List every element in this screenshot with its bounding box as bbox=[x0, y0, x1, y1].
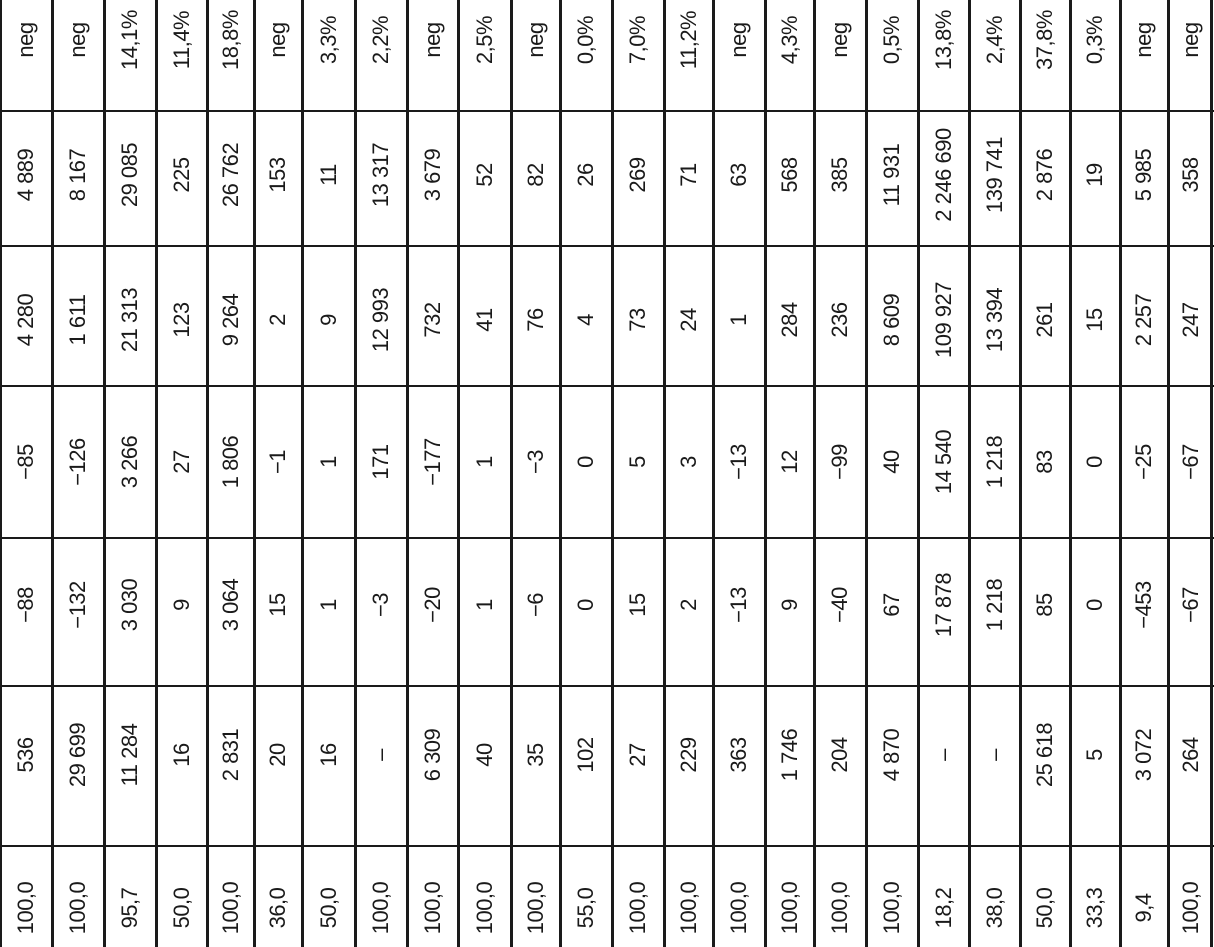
table-cell: 40 bbox=[471, 743, 497, 767]
column-divider bbox=[51, 0, 54, 947]
table-cell: 11 bbox=[315, 164, 341, 186]
table-cell: 18,2 bbox=[930, 887, 956, 929]
table-cell: 55,0 bbox=[573, 887, 598, 929]
table-cell: −177 bbox=[419, 438, 445, 486]
table-cell: 5 bbox=[625, 456, 650, 468]
table-cell: 284 bbox=[776, 302, 802, 338]
column-divider bbox=[253, 0, 256, 947]
table-cell: 236 bbox=[827, 302, 852, 338]
table-cell: 3 064 bbox=[217, 578, 243, 632]
table-cell: 100,0 bbox=[368, 881, 393, 935]
row-divider bbox=[0, 685, 1214, 687]
table-cell: 17 878 bbox=[930, 572, 956, 638]
table-cell: −3 bbox=[522, 449, 548, 475]
table-cell: 7,0% bbox=[625, 15, 650, 65]
table-cell: 15 bbox=[265, 593, 290, 617]
table-cell: −25 bbox=[1131, 444, 1156, 480]
table-cell: 100,0 bbox=[879, 881, 904, 935]
table-cell: 1 218 bbox=[981, 435, 1007, 489]
table-cell: 20 bbox=[265, 743, 290, 767]
column-divider bbox=[1119, 0, 1122, 947]
table-cell: 85 bbox=[1032, 593, 1057, 617]
table-cell: 100,0 bbox=[419, 881, 445, 935]
table-cell: 123 bbox=[168, 302, 194, 338]
table-cell: 264 bbox=[1178, 737, 1203, 773]
table-cell: 100,0 bbox=[217, 881, 243, 935]
table-cell: −3 bbox=[368, 592, 393, 618]
table-cell: 9 bbox=[168, 599, 194, 611]
table-cell: 732 bbox=[419, 302, 445, 338]
row-divider bbox=[0, 245, 1214, 247]
table-cell: 27 bbox=[168, 450, 194, 474]
column-divider bbox=[457, 0, 460, 947]
table-cell: 1 bbox=[471, 456, 497, 468]
table-cell: 4,3% bbox=[776, 15, 802, 65]
table-cell: 9 bbox=[776, 599, 802, 611]
table-cell: 12 993 bbox=[368, 287, 393, 353]
table-cell: 2,5% bbox=[471, 15, 497, 65]
table-cell: 25 618 bbox=[1032, 722, 1057, 788]
table-cell: −20 bbox=[419, 587, 445, 623]
table-cell: −126 bbox=[65, 438, 90, 486]
table-cell: 35 bbox=[522, 743, 548, 767]
table-cell: 4 870 bbox=[879, 728, 904, 782]
table-cell: 83 bbox=[1032, 450, 1057, 474]
table-cell: 50,0 bbox=[168, 887, 194, 929]
table-cell: 3 679 bbox=[419, 148, 445, 202]
table-cell: 0,0% bbox=[573, 15, 598, 65]
table-cell: 50,0 bbox=[1032, 887, 1057, 929]
column-divider bbox=[155, 0, 158, 947]
table-cell: 100,0 bbox=[675, 881, 701, 935]
table-cell: −67 bbox=[1178, 587, 1203, 623]
table-cell: 1 bbox=[315, 599, 341, 611]
table-cell: 363 bbox=[726, 737, 751, 773]
table-cell: 71 bbox=[675, 163, 701, 187]
table-cell: 76 bbox=[522, 308, 548, 332]
table-cell: 52 bbox=[471, 163, 497, 187]
table-cell: 14,1% bbox=[117, 10, 142, 70]
table-cell: 261 bbox=[1032, 302, 1057, 338]
table-cell: 2 831 bbox=[217, 728, 243, 782]
table-cell: 33,3 bbox=[1082, 887, 1107, 929]
table-cell: −85 bbox=[13, 444, 38, 480]
table-cell: 109 927 bbox=[930, 281, 956, 359]
column-divider bbox=[301, 0, 304, 947]
column-divider bbox=[1069, 0, 1072, 947]
table-cell: 41 bbox=[471, 308, 497, 332]
column-divider bbox=[813, 0, 816, 947]
column-divider bbox=[1210, 0, 1213, 947]
table-cell: 12 bbox=[776, 450, 802, 474]
column-divider bbox=[406, 0, 409, 947]
table-cell: 1 806 bbox=[217, 435, 243, 489]
table-cell: 8 167 bbox=[65, 148, 90, 202]
table-cell: 11,4% bbox=[168, 10, 194, 70]
table-cell: 1 746 bbox=[776, 728, 802, 782]
column-divider bbox=[206, 0, 209, 947]
column-divider bbox=[663, 0, 666, 947]
table-cell: −88 bbox=[13, 587, 38, 623]
row-divider bbox=[0, 537, 1214, 539]
table-cell: 100,0 bbox=[522, 881, 548, 935]
column-divider bbox=[611, 0, 614, 947]
table-cell: 73 bbox=[625, 308, 650, 332]
table-cell: – bbox=[930, 749, 956, 761]
table-cell: 568 bbox=[776, 157, 802, 193]
table-cell: 1 218 bbox=[981, 578, 1007, 632]
table-cell: 63 bbox=[726, 163, 751, 187]
table-cell: 5 985 bbox=[1131, 148, 1156, 202]
table-cell: 0 bbox=[1082, 456, 1107, 468]
table-cell: −453 bbox=[1131, 581, 1156, 629]
table-cell: 2 876 bbox=[1032, 148, 1057, 202]
table-cell: −13 bbox=[726, 587, 751, 623]
column-divider bbox=[1167, 0, 1170, 947]
table-cell: 2 257 bbox=[1131, 293, 1156, 347]
table-cell: 1 bbox=[471, 599, 497, 611]
table-cell: −99 bbox=[827, 444, 852, 480]
table-cell: 2 246 690 bbox=[930, 128, 956, 222]
column-divider bbox=[968, 0, 971, 947]
table-cell: 3 266 bbox=[117, 435, 142, 489]
table-cell: neg bbox=[827, 22, 852, 58]
row-divider bbox=[0, 110, 1214, 112]
table-cell: 0 bbox=[573, 599, 598, 611]
table-cell: 536 bbox=[13, 737, 38, 773]
table-cell: 1 bbox=[315, 456, 341, 468]
column-divider bbox=[354, 0, 357, 947]
table-cell: 9 bbox=[315, 314, 341, 326]
table-cell: 2 bbox=[675, 599, 701, 611]
table-cell: 67 bbox=[879, 593, 904, 617]
table-cell: 16 bbox=[315, 743, 341, 767]
table-cell: 0 bbox=[1082, 599, 1107, 611]
table-cell: 18,8% bbox=[217, 10, 243, 70]
table-cell: 171 bbox=[368, 444, 393, 480]
table-cell: 153 bbox=[265, 157, 290, 193]
table-cell: neg bbox=[265, 22, 290, 58]
table-cell: 269 bbox=[625, 157, 650, 193]
table-cell: neg bbox=[1131, 22, 1156, 58]
table-cell: 11,2% bbox=[675, 10, 701, 70]
table-cell: 38,0 bbox=[981, 887, 1007, 929]
table-cell: −6 bbox=[522, 592, 548, 618]
table-cell: 95,7 bbox=[117, 887, 142, 929]
column-divider bbox=[0, 0, 2, 947]
table-cell: 100,0 bbox=[776, 881, 802, 935]
table-cell: neg bbox=[65, 22, 90, 58]
table-cell: 1 611 bbox=[65, 294, 90, 346]
table-cell: 4 bbox=[573, 314, 598, 326]
table-cell: 2,4% bbox=[981, 15, 1007, 65]
table-cell: 29 085 bbox=[117, 142, 142, 208]
table-cell: 24 bbox=[675, 308, 701, 332]
table-cell: 0 bbox=[573, 456, 598, 468]
table-cell: 247 bbox=[1178, 302, 1203, 338]
table-cell: neg bbox=[419, 22, 445, 58]
table-cell: 3 bbox=[675, 456, 701, 468]
column-divider bbox=[559, 0, 562, 947]
table-cell: 16 bbox=[168, 743, 194, 767]
table-cell: 13,8% bbox=[930, 10, 956, 70]
table-cell: 3 072 bbox=[1131, 728, 1156, 782]
table-cell: 0,3% bbox=[1082, 15, 1107, 65]
table-cell: −67 bbox=[1178, 444, 1203, 480]
table-cell: neg bbox=[1178, 22, 1203, 58]
table-cell: 100,0 bbox=[726, 881, 751, 935]
table-cell: 36,0 bbox=[265, 887, 290, 929]
table-cell: 11 284 bbox=[117, 723, 142, 787]
table-cell: 5 bbox=[1082, 749, 1107, 761]
table-cell: 3 030 bbox=[117, 578, 142, 632]
table-cell: 37,8% bbox=[1032, 10, 1057, 70]
table-cell: 11 931 bbox=[879, 143, 904, 207]
table-cell: 4 889 bbox=[13, 148, 38, 202]
table-cell: 9,4 bbox=[1131, 893, 1156, 923]
table-cell: 4 280 bbox=[13, 293, 38, 347]
row-divider bbox=[0, 385, 1214, 387]
column-divider bbox=[865, 0, 868, 947]
table-cell: 100,0 bbox=[471, 881, 497, 935]
table-cell: 385 bbox=[827, 157, 852, 193]
table-cell: 100,0 bbox=[827, 881, 852, 935]
table-cell: 21 313 bbox=[117, 287, 142, 353]
table-cell: 204 bbox=[827, 737, 852, 773]
column-divider bbox=[103, 0, 106, 947]
table-cell: 225 bbox=[168, 157, 194, 193]
table-cell: 0,5% bbox=[879, 15, 904, 65]
row-divider bbox=[0, 845, 1214, 847]
table-cell: 15 bbox=[1082, 308, 1107, 332]
table-cell: neg bbox=[13, 22, 38, 58]
table-cell: 102 bbox=[573, 737, 598, 773]
table-cell: −1 bbox=[265, 449, 290, 475]
column-divider bbox=[1019, 0, 1022, 947]
table-cell: 8 609 bbox=[879, 293, 904, 347]
table-cell: 2,2% bbox=[368, 15, 393, 65]
table-cell: 29 699 bbox=[65, 722, 90, 788]
table-cell: 100,0 bbox=[1178, 881, 1203, 935]
table-cell: 19 bbox=[1082, 163, 1107, 187]
table-cell: 1 bbox=[726, 314, 751, 326]
table-cell: neg bbox=[522, 22, 548, 58]
table-cell: 139 741 bbox=[981, 136, 1007, 214]
column-divider bbox=[917, 0, 920, 947]
table-cell: 9 264 bbox=[217, 293, 243, 347]
table-cell: 50,0 bbox=[315, 887, 341, 929]
table-cell: 14 540 bbox=[930, 429, 956, 495]
table-cell: 26 762 bbox=[217, 142, 243, 208]
table-cell: 82 bbox=[522, 163, 548, 187]
table-cell: −40 bbox=[827, 587, 852, 623]
table-cell: 26 bbox=[573, 163, 598, 187]
table-cell: 100,0 bbox=[13, 881, 38, 935]
table-cell: – bbox=[368, 749, 393, 761]
table-cell: 13 394 bbox=[981, 287, 1007, 353]
table-cell: 100,0 bbox=[65, 881, 90, 935]
table-cell: 13 317 bbox=[368, 142, 393, 208]
table-cell: −132 bbox=[65, 581, 90, 629]
table-cell: 6 309 bbox=[419, 728, 445, 782]
table-cell: −13 bbox=[726, 444, 751, 480]
table-cell: 100,0 bbox=[625, 881, 650, 935]
table-cell: neg bbox=[726, 22, 751, 58]
column-divider bbox=[510, 0, 513, 947]
table-cell: 3,3% bbox=[315, 15, 341, 65]
table-cell: 40 bbox=[879, 450, 904, 474]
table-cell: 229 bbox=[675, 737, 701, 773]
table-cell: 27 bbox=[625, 743, 650, 767]
table-cell: – bbox=[981, 749, 1007, 761]
table-cell: 358 bbox=[1178, 157, 1203, 193]
table-cell: 15 bbox=[625, 593, 650, 617]
column-divider bbox=[712, 0, 715, 947]
column-divider bbox=[764, 0, 767, 947]
table-cell: 2 bbox=[265, 314, 290, 326]
